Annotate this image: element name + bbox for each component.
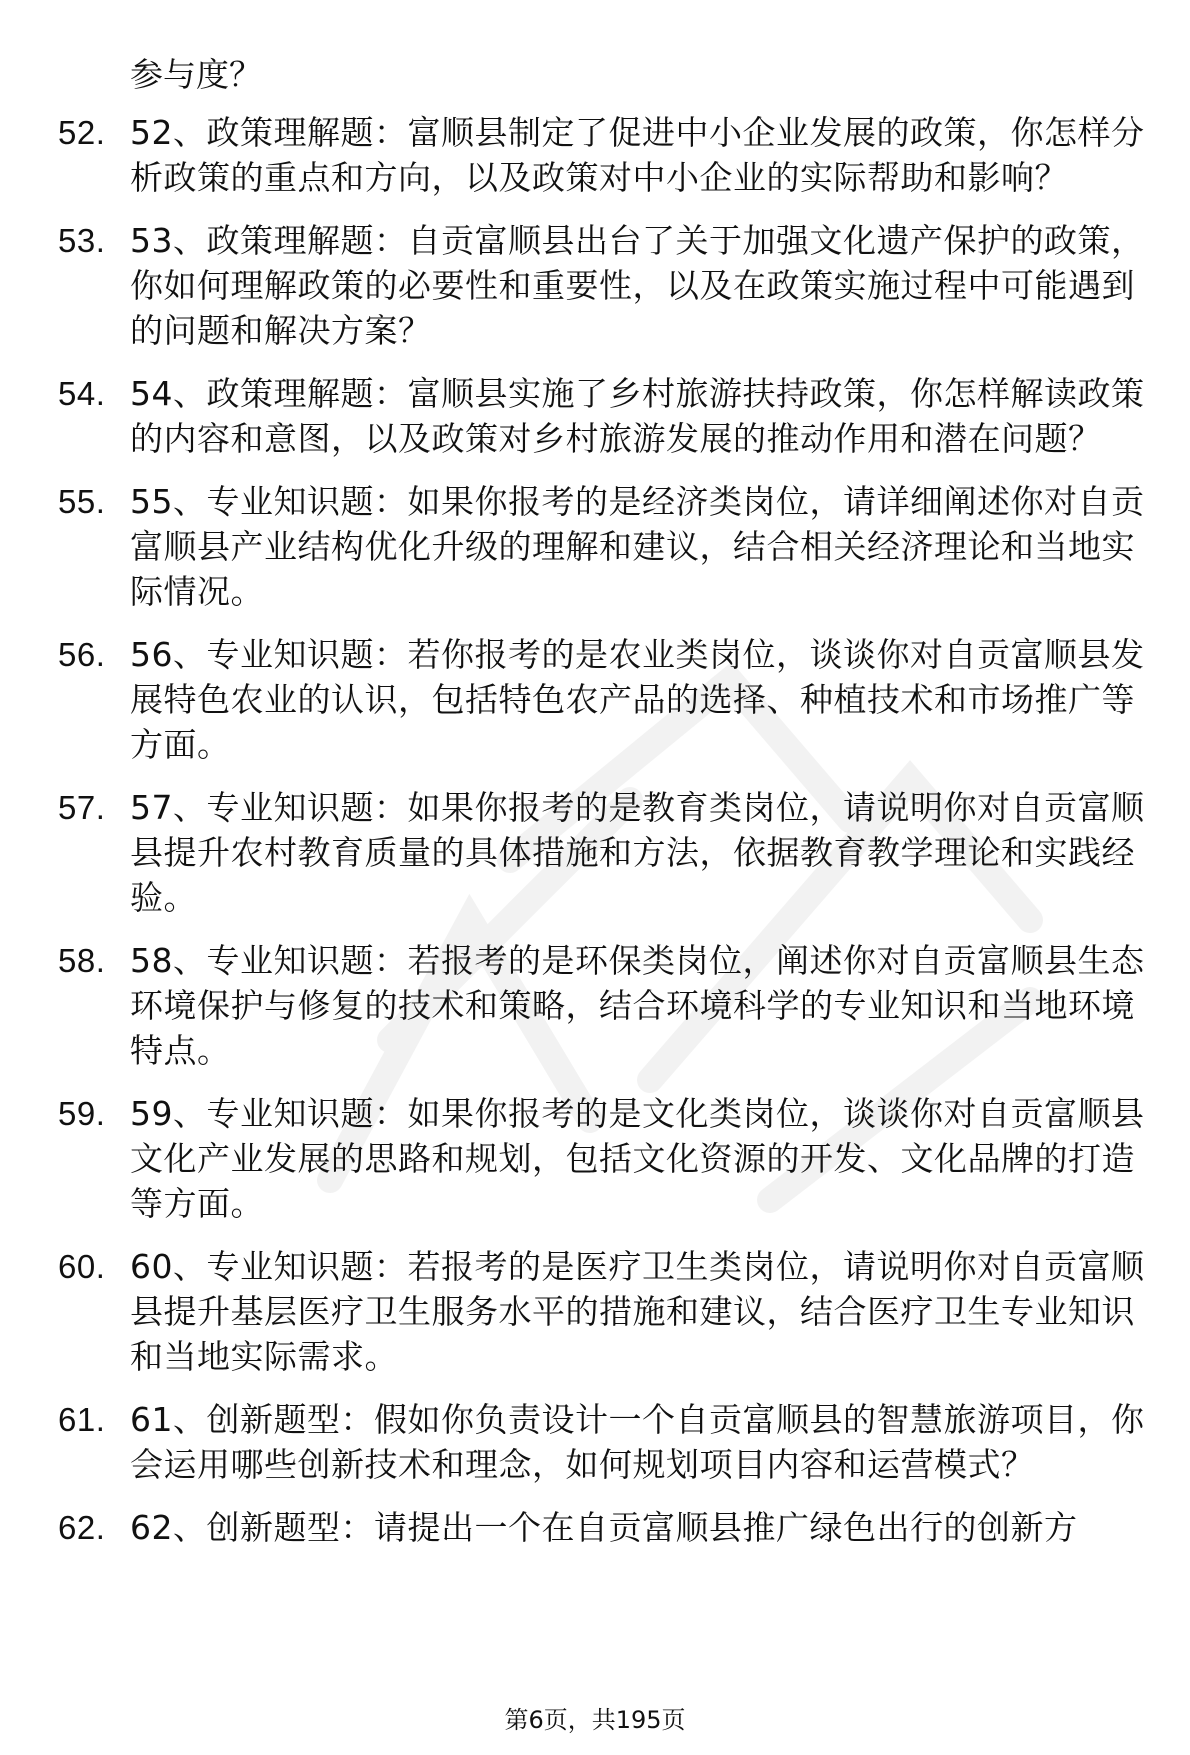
list-item-number: 59.	[58, 1095, 106, 1132]
continuation-text: 参与度？	[130, 55, 262, 94]
list-item	[0, 371, 1190, 461]
list-item	[0, 938, 1190, 1073]
list-item-text: 61、创新题型：假如你负责设计一个自贡富顺县的智慧旅游项目，你会运用哪些创新技术和理念，如何规划项目内容和运营模式？	[130, 1400, 1145, 1484]
list-item	[0, 1397, 1190, 1487]
list-item-number: 52.	[58, 114, 106, 151]
list-item-text: 54、政策理解题：富顺县实施了乡村旅游扶持政策，你怎样解读政策的内容和意图，以及政策对乡村旅游发展的推动作用和潜在问题？	[130, 374, 1145, 458]
list-item-text: 53、政策理解题：自贡富顺县出台了关于加强文化遗产保护的政策，你如何理解政策的必要性和重要性，以及在政策实施过程中可能遇到的问题和解决方案？	[130, 221, 1145, 350]
list-item	[0, 632, 1190, 767]
list-item-number: 56.	[58, 636, 106, 673]
page-footer: 第6页，共195页	[504, 1706, 686, 1734]
list-item-number: 55.	[58, 483, 106, 520]
list-item-text: 57、专业知识题：如果你报考的是教育类岗位，请说明你对自贡富顺县提升农村教育质量的具体措施和方法，依据教育教学理论和实践经验。	[130, 788, 1145, 917]
list-item	[0, 1091, 1190, 1226]
list-item-text: 52、政策理解题：富顺县制定了促进中小企业发展的政策，你怎样分析政策的重点和方向，以及政策对中小企业的实际帮助和影响？	[130, 113, 1145, 197]
list-item-number: 53.	[58, 222, 106, 259]
list-item-number: 54.	[58, 375, 106, 412]
list-item	[0, 218, 1190, 353]
list-item	[0, 110, 1190, 200]
list-item-number: 60.	[58, 1248, 106, 1285]
list-item-text: 59、专业知识题：如果你报考的是文化类岗位，谈谈你对自贡富顺县文化产业发展的思路和规划，包括文化资源的开发、文化品牌的打造等方面。	[130, 1094, 1145, 1223]
list-item-number: 61.	[58, 1401, 106, 1438]
list-item-number: 57.	[58, 789, 106, 826]
list-item-text: 55、专业知识题：如果你报考的是经济类岗位，请详细阐述你对自贡富顺县产业结构优化升级的理解和建议，结合相关经济理论和当地实际情况。	[130, 482, 1145, 611]
list-item-text: 58、专业知识题：若报考的是环保类岗位，阐述你对自贡富顺县生态环境保护与修复的技术和策略，结合环境科学的专业知识和当地环境特点。	[130, 941, 1145, 1070]
list-item	[0, 785, 1190, 920]
list-item-number: 62.	[58, 1509, 106, 1546]
list-item-text: 60、专业知识题：若报考的是医疗卫生类岗位，请说明你对自贡富顺县提升基层医疗卫生服务水平的措施和建议，结合医疗卫生专业知识和当地实际需求。	[130, 1247, 1145, 1376]
list-item	[0, 1244, 1190, 1379]
list-item	[0, 1505, 1190, 1550]
list-item-number: 58.	[58, 942, 106, 979]
list-item-text: 56、专业知识题：若你报考的是农业类岗位，谈谈你对自贡富顺县发展特色农业的认识，包括特色农产品的选择、种植技术和市场推广等方面。	[130, 635, 1145, 764]
list-item-text: 62、创新题型：请提出一个在自贡富顺县推广绿色出行的创新方	[130, 1508, 1078, 1547]
question-list	[0, 110, 1190, 1568]
list-item	[0, 479, 1190, 614]
